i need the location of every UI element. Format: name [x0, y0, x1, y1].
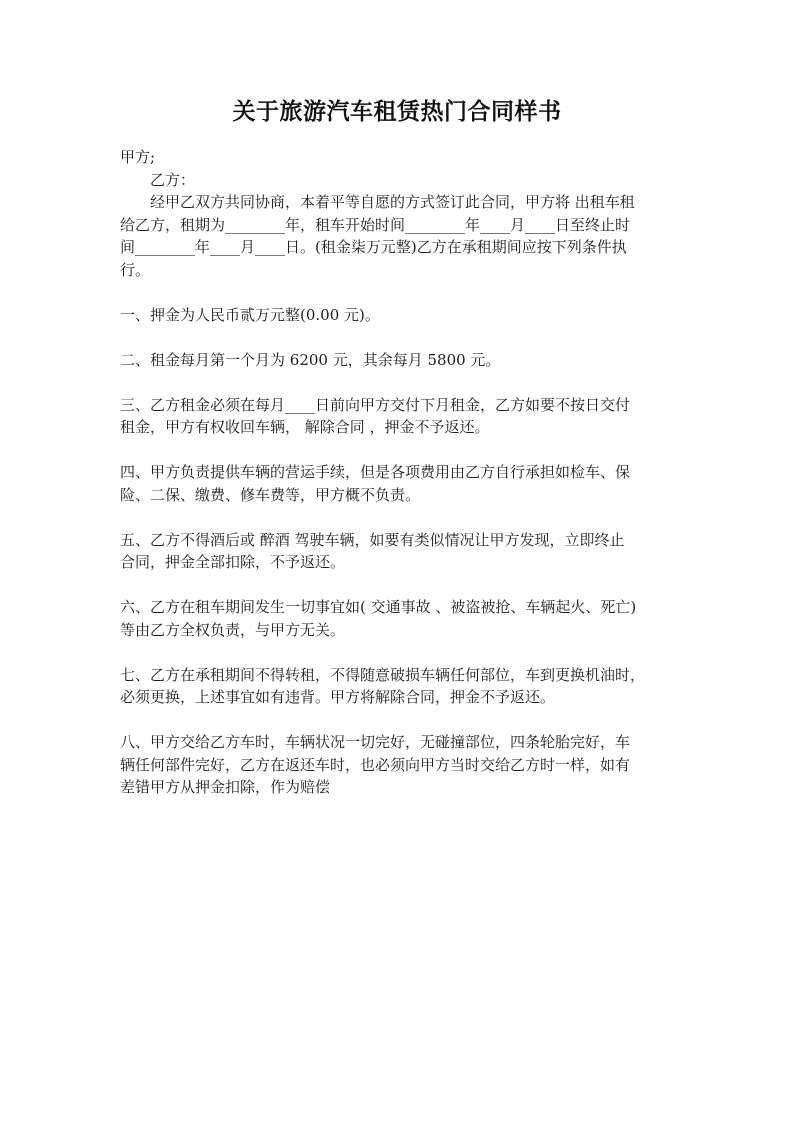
clause-line: 等由乙方全权负责，与甲方无关。 — [120, 620, 346, 639]
paragraph-gap — [120, 506, 682, 529]
document-title: 关于旅游汽车租赁热门合同样书 — [232, 98, 562, 125]
clause-6 — [120, 596, 682, 641]
clause-line: 七、乙方在承租期间不得转租，不得随意破损车辆任何部位，车到更换机油时， — [120, 665, 646, 684]
paragraph-gap — [120, 709, 682, 732]
clause-2 — [120, 349, 682, 372]
clause-line: 差错甲方从押金扣除，作为赔偿 — [120, 778, 331, 796]
clause-line: 租金，甲方有权收回车辆， 解除合同 ，押金不予返还。 — [120, 418, 490, 436]
intro-line: 经甲乙双方共同协商，本着平等自愿的方式签订此合同，甲方将 出租车租 — [150, 193, 635, 211]
paragraph-gap — [120, 326, 682, 349]
clause-line: 六、乙方在租车期间发生一切事宜如( 交通事故 、被盗被抢、车辆起火、死亡) — [120, 598, 637, 616]
clause-4 — [120, 461, 682, 506]
clause-3 — [120, 394, 682, 439]
clause-line: 二、租金每月第一个月为 6200 元，其余每月 5800 元。 — [120, 350, 501, 369]
paragraph-gap — [120, 281, 682, 304]
clause-line: 险、二保、缴费、修车费等，甲方概不负责。 — [120, 485, 421, 504]
paragraph-gap — [120, 574, 682, 597]
paragraph-gap — [120, 371, 682, 394]
clause-line: 必须更换，上述事宜如有违背。甲方将解除合同，押金不予返还。 — [120, 688, 556, 706]
party-a-line: 甲方; — [120, 148, 156, 166]
clause-line: 四、甲方负责提供车辆的营运手续，但是各项费用由乙方自行承担如检车、保 — [120, 463, 631, 481]
intro-line: 间________年____月____日。(租金柒万元整)乙方在承租期间应按下列条件执 — [120, 238, 627, 256]
document-body — [120, 146, 682, 799]
intro-paragraph — [120, 191, 682, 281]
clause-8 — [120, 731, 682, 799]
clause-line: 辆任何部件完好，乙方在返还车时，也必须向甲方当时交给乙方时一样，如有 — [120, 755, 631, 774]
clause-line: 合同，押金全部扣除，不予返还。 — [120, 553, 346, 571]
clause-line: 五、乙方不得酒后或 醉酒 驾驶车辆，如要有类似情况让甲方发现，立即终止 — [120, 530, 625, 549]
intro-line: 给乙方，租期为________年，租车开始时间________年____月____日至终止时 — [120, 215, 631, 234]
intro-line: 行。 — [120, 260, 151, 279]
clause-1 — [120, 304, 682, 327]
clause-7 — [120, 664, 682, 709]
paragraph-gap — [120, 641, 682, 664]
clause-line: 八、甲方交给乙方车时，车辆状况一切完好，无碰撞部位，四条轮胎完好，车 — [120, 733, 631, 751]
clause-line: 一、押金为人民币贰万元整(0.00 元)。 — [120, 305, 380, 324]
clause-line: 三、乙方租金必须在每月____日前向甲方交付下月租金，乙方如要不按日交付 — [120, 395, 631, 414]
party-b-line: 乙方： — [150, 170, 196, 189]
clause-5 — [120, 529, 682, 574]
paragraph-gap — [120, 439, 682, 462]
